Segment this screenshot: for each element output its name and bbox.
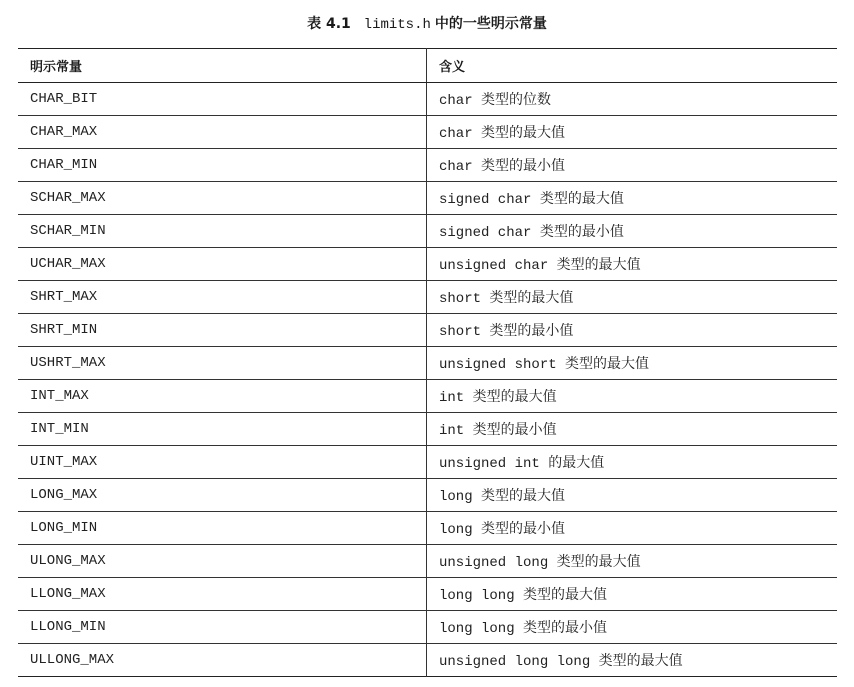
meaning-cell: int 类型的最大值 — [427, 380, 838, 413]
constant-cell: INT_MIN — [18, 413, 427, 446]
meaning-cell: long long 类型的最大值 — [427, 578, 838, 611]
table-row — [18, 644, 837, 677]
table-row — [18, 149, 837, 182]
constant-cell: CHAR_BIT — [18, 83, 427, 116]
header-row — [18, 49, 837, 83]
meaning-cell: long long 类型的最小值 — [427, 611, 838, 644]
table-row — [18, 347, 837, 380]
table-row — [18, 182, 837, 215]
meaning-cell: unsigned long long 类型的最大值 — [439, 654, 683, 670]
table-row — [18, 281, 837, 314]
table-row — [18, 380, 837, 413]
table-row — [18, 545, 837, 578]
table-row — [18, 116, 837, 149]
table-row — [18, 512, 837, 545]
constant-cell: LLONG_MIN — [18, 611, 427, 644]
constant-cell: CHAR_MAX — [18, 116, 427, 149]
meaning-cell: unsigned short 类型的最大值 — [427, 347, 838, 380]
table-row — [18, 83, 837, 116]
table-row — [18, 413, 837, 446]
meaning-cell: char 类型的位数 — [427, 83, 838, 116]
meaning-cell: unsigned long 类型的最大值 — [427, 545, 838, 578]
constant-cell: SHRT_MIN — [18, 314, 427, 347]
table-row — [18, 314, 837, 347]
column-header-meaning: 含义 — [427, 49, 838, 83]
constant-cell: LONG_MIN — [18, 512, 427, 545]
constant-cell: LONG_MAX — [18, 479, 427, 512]
constant-cell: SCHAR_MIN — [18, 215, 427, 248]
meaning-cell: unsigned int 的最大值 — [427, 446, 838, 479]
table-caption — [0, 14, 854, 35]
table-row — [18, 611, 837, 644]
constant-cell: USHRT_MAX — [18, 347, 427, 380]
meaning-cell: signed char 类型的最大值 — [427, 182, 838, 215]
meaning-cell: int 类型的最小值 — [427, 413, 838, 446]
meaning-cell: signed char 类型的最小值 — [427, 215, 838, 248]
constant-cell: UCHAR_MAX — [18, 248, 427, 281]
constant-cell: INT_MAX — [18, 380, 427, 413]
constant-cell: UINT_MAX — [18, 446, 427, 479]
meaning-cell: short 类型的最小值 — [427, 314, 838, 347]
table-row — [18, 215, 837, 248]
meaning-cell: short 类型的最大值 — [427, 281, 838, 314]
meaning-cell: unsigned char 类型的最大值 — [427, 248, 838, 281]
constant-cell: LLONG_MAX — [18, 578, 427, 611]
constant-cell: SCHAR_MAX — [18, 182, 427, 215]
meaning-cell: long 类型的最小值 — [427, 512, 838, 545]
table-row — [18, 446, 837, 479]
meaning-cell: char 类型的最大值 — [427, 116, 838, 149]
constant-cell: ULLONG_MAX — [18, 644, 427, 677]
column-header-constant: 明示常量 — [18, 49, 427, 83]
meaning-cell: char 类型的最小值 — [427, 149, 838, 182]
caption-label: 表 4.1 — [307, 16, 351, 32]
meaning-cell: long 类型的最大值 — [427, 479, 838, 512]
constants-table — [18, 48, 837, 677]
constant-cell: CHAR_MIN — [18, 149, 427, 182]
caption-text: 中的一些明示常量 — [434, 16, 547, 32]
table-row — [18, 578, 837, 611]
constant-cell: ULONG_MAX — [18, 545, 427, 578]
caption-code: limits.h — [363, 17, 431, 33]
table-row — [18, 248, 837, 281]
table-row — [18, 479, 837, 512]
constant-cell: SHRT_MAX — [18, 281, 427, 314]
